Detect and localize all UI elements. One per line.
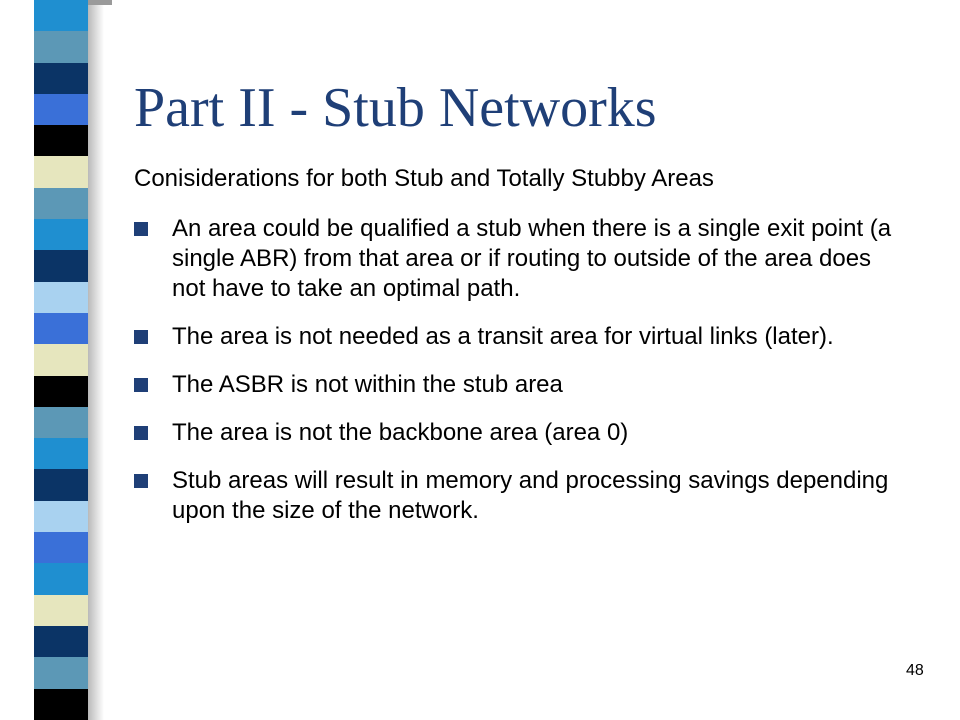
stripe-segment <box>34 501 88 532</box>
bullet-text: The ASBR is not within the stub area <box>172 371 563 398</box>
square-bullet-icon <box>134 426 148 440</box>
stripe-segment <box>34 657 88 688</box>
stripe-segment <box>34 63 88 94</box>
bullet-text: The area is not needed as a transit area for virtual links (later). <box>172 323 834 350</box>
bullet-item <box>134 322 904 352</box>
bullet-item <box>134 214 904 304</box>
bullet-item <box>134 466 904 526</box>
stripe-segment <box>34 219 88 250</box>
stripe-segment <box>34 156 88 187</box>
square-bullet-icon <box>134 330 148 344</box>
bullet-item <box>134 370 904 400</box>
stripe-segment <box>34 595 88 626</box>
stripe-segment <box>34 407 88 438</box>
square-bullet-icon <box>134 222 148 236</box>
bullet-text: The area is not the backbone area (area 0) <box>172 419 629 446</box>
bullet-list <box>134 214 904 544</box>
bullet-text: An area could be qualified a stub when there is a single exit point (a single ABR) from that area or if routing to outside of the area does not have to take an optimal path. <box>172 215 892 302</box>
stripe-segment <box>34 626 88 657</box>
slide-title: Part II - Stub Networks <box>134 77 657 139</box>
stripe-segment <box>34 469 88 500</box>
stripe-bar-shadow <box>88 0 104 720</box>
stripe-segment <box>34 125 88 156</box>
stripe-segment <box>34 0 88 31</box>
page-number: 48 <box>906 662 924 679</box>
stripe-segment <box>34 313 88 344</box>
square-bullet-icon <box>134 378 148 392</box>
stripe-segment <box>34 250 88 281</box>
slide-subtitle: Conisiderations for both Stub and Totally Stubby Areas <box>134 165 714 192</box>
stripe-segment <box>34 31 88 62</box>
decorative-stripe-bar <box>34 0 88 720</box>
stripe-segment <box>34 188 88 219</box>
square-bullet-icon <box>134 474 148 488</box>
stripe-segment <box>34 532 88 563</box>
bullet-item <box>134 418 904 448</box>
stripe-segment <box>34 438 88 469</box>
stripe-segment <box>34 563 88 594</box>
bullet-text: Stub areas will result in memory and processing savings depending upon the size of the network. <box>172 467 889 524</box>
stripe-bar-shadow-top <box>88 0 112 5</box>
stripe-segment <box>34 344 88 375</box>
stripe-segment <box>34 376 88 407</box>
stripe-segment <box>34 94 88 125</box>
stripe-segment <box>34 689 88 720</box>
stripe-segment <box>34 282 88 313</box>
